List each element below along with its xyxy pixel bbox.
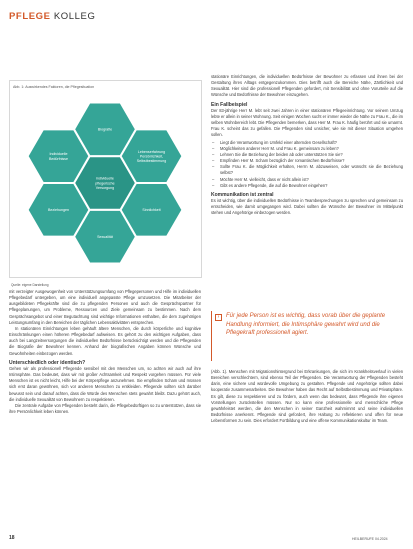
page-number: 18 [9, 535, 15, 541]
paragraph: (Abb. 1). Menschen mit Migrationshintergrund bei Erkrankungen, die sich im Krankheitsverlauf in vielen Bereichen verschlechtern, sind ebenso Teil der Pflegenden. Die Verantwortung der Pflegenden besteht darin, eine sichere und würdevolle Umgebung zu gestalten. Pflegende und Angehörige sollten dabei kooperativ zusammenarbeiten. Die Bewohner haben das Recht auf Selbstbestimmung und Privatsphäre. Es gilt, diese zu respektieren und zu fördern, auch wenn das bedeutet, dass Pflegende ihre eigenen Vorstellungen zurückstellen müssen. Nur so kann eine professionelle und menschliche Pflege gewährleistet werden, die den Menschen in seiner Ganzheit wahrnimmt und seine individuellen Bedürfnisse anerkennt. Pflegende sind gefordert, ihre Haltung zu reflektieren und offen für neue Lebensformen zu sein. Dies erfordert Fortbildung und eine offene Kommunikationskultur im Team. [211, 369, 403, 424]
hexagon-diagram [10, 92, 200, 278]
figure-source: Quelle: eigene Darstellung [11, 283, 49, 287]
question-item: – Gibt es andere Pflegende, die auf die Bewohner eingehen? [220, 183, 403, 189]
hexagon-cell [29, 184, 89, 236]
left-column [9, 289, 201, 415]
quote-text: Für jede Person ist es wichtig, dass vorab über die geplante Handlung informiert, die Intimsphäre gewahrt wird und die Pflegekraft professionell agiert. [226, 313, 386, 337]
hexagon-label: Lebenserfahrung [137, 149, 166, 154]
hexagon-cell [122, 184, 182, 236]
hexagon-label: Biografie [97, 127, 113, 132]
hexagon-cell [122, 130, 182, 182]
hexagon-label: Sinnlichkeit [142, 208, 161, 213]
section-heading: Ein Fallbeispiel [211, 101, 248, 108]
question-item: – Liegt die Verantwortung im Umfeld einer alternden Gesellschaft? [220, 140, 403, 146]
right-column-bottom [211, 369, 403, 531]
brand-main: PFLEGE [9, 11, 51, 22]
hexagon-label: pflegerische [95, 181, 115, 186]
hexagon-cell [75, 211, 135, 263]
hexagon-label: Bedürfnisse [49, 156, 68, 161]
hexagon-cell [75, 104, 135, 156]
paragraph: Es ist wichtig, über die individuellen Bedürfnisse in Teambesprechungen zu sprechen und gemeinsam zu entscheiden, wie damit umgegangen wird. Dabei sollten die Wünsche der Bewohner im Mittelpunkt stehen und Angehörige einbezogen werden. [211, 197, 403, 216]
question-list [211, 140, 403, 189]
section-heading: Unterschiedlich oder identisch? [9, 359, 86, 366]
paragraph: In stationären Einrichtungen leben gehäuft ältere Menschen, die durch körperliche und kognitive Einschränkungen einen höheren Pflegebedarf aufweisen. Es gehört zu den wichtigen Aufgaben, dass auch bei Langzeitversorgungen die individuellen Bedürfnisse berücksichtigt werden und die Pflegenden die Biografie der Bewohner kennen. Anhand der biografischen Angaben können Wünsche und Gewohnheiten einbezogen werden. [9, 325, 201, 356]
hexagon-label: Selbstbestimmung [136, 159, 167, 164]
question-item: – Möglichkeiten anderer Herr M. und Frau K. gemeinsam zu leben? [220, 146, 403, 152]
hexagon-label: individuelle [96, 176, 114, 181]
paragraph: Die zentrale Aufgabe von Pflegenden besteht darin, die Pflegebedürftigen so zu unterstützen, dass sie ihre Persönlichkeit leben können. [9, 402, 201, 414]
paragraph: Gehen wir als professionell Pflegende sensibel mit den Menschen um, so achten wir auch auf ihre Intimsphäre. Das bedeutet, dass wir mit großer Achtsamkeit und Respekt vorgehen müssen. Für viele Menschen ist es nicht leicht, Hilfe bei der Körperpflege anzunehmen. Sie empfinden Scham und müssen sich erst daran gewöhnen, sich vor anderen Menschen zu entkleiden. Pflegende sollten sich darüber bewusst sein und darauf achten, dass die Würde des Menschen stets gewahrt bleibt. Dazu gehört auch, die individuelle Sexualität von Bewohnern zu respektieren. [9, 365, 201, 402]
hexagon-cell [29, 130, 89, 182]
hexagon-label: Individuelle [49, 152, 68, 157]
figure-caption: Abb. 1: Auswirkendes Faktoren, die Pflegesituation [13, 85, 95, 89]
quote-bar [211, 311, 212, 361]
right-column-top [211, 74, 403, 216]
hexagon-label: Persönlichkeit, [139, 154, 164, 159]
paragraph: mit verzeigter Ausgewogenheit von Unterstützungsumfang von Pflegepersonen und Hilfe im individuellen Pflegebedarf untergeben, um eine individuell angepasste Pflege umzusetzen. Die Mitarbeiter der ausgebildeten Pflegekräfte sind die zu pflegenden Personen und auch die Gesprächspartner für Pflegeplanungen, um Probleme, Ressourcen und Ziele gemeinsam zu bestimmen. Nach dem Gesprächsangebot und einer Begutachtung sind wichtige Informationen enthalten, die dem zugehörigen Leistungsumfang in den Bereichen der täglichen Lebensaktivitäten entsprechen. [9, 289, 201, 325]
question-item: – Möchte Herr M. vielleicht, dass er nicht allein ist? [220, 177, 403, 183]
footer-info: HEILBERUFE 04.2024 [352, 537, 388, 541]
pull-quote [211, 311, 401, 363]
hexagon-center [75, 157, 135, 209]
hexagon-label: Sexualität [97, 234, 113, 239]
question-item: – Lehnen Sie die Beziehung der beiden ab oder unterstützen Sie sie? [220, 152, 403, 158]
hexagon-label: Beziehungen [48, 208, 69, 213]
quote-arrow-icon: › [215, 314, 222, 321]
paragraph: Der 83-jährige Herr M. lebt seit zwei Jahren in einer stationären Pflegeeinrichtung. Vor seinem Umzug lebte er allein in seiner Wohnung. Seit einigen Wochen sucht er immer wieder die Nähe zu Frau K., die im selben Wohnbereich lebt. Die Pflegenden bemerken, dass Herr M. Frau K. häufig berührt und sie umarmt. Frau K. scheint das zu gefallen. Die Pflegenden sind unsicher, wie sie mit dieser Situation umgehen sollen. [211, 107, 403, 138]
question-item: – Sollte Frau K. die Möglichkeit erhalten, Herrn M. abzuweisen, oder wünscht sie die Beziehung selbst? [220, 164, 403, 176]
section-heading: Kommunikation ist zentral [211, 191, 274, 198]
paragraph: stationäre Einrichtungen, die individuellen Bedürfnisse der Bewohner zu erfassen und ihnen bei der Gestaltung ihres Alltags entgegenzukommen. Dies betrifft auch die Bereiche Nähe, Zärtlichkeit und Sexualität. Hier sind die professionell Pflegenden gefordert, mit Sensibilität und ohne Vorurteile auf die Wünsche und Bedürfnisse der Bewohner einzugehen. [211, 74, 403, 98]
hexagon-label: Versorgung [95, 185, 115, 190]
magazine-header [9, 11, 95, 22]
question-item: – Empfinden Herr M. Scham bezüglich der romantischen Bedürfnisse? [220, 158, 403, 164]
brand-sub: KOLLEG [53, 11, 96, 22]
